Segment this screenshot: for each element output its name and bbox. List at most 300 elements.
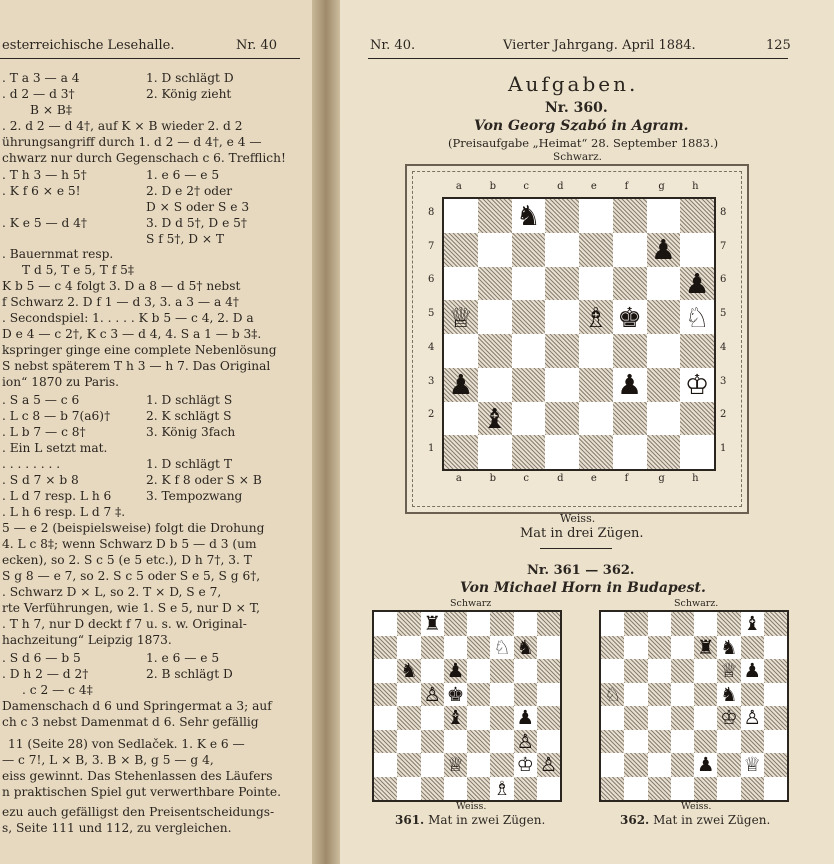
chess-piece: ♕ — [743, 753, 761, 777]
board-square — [647, 267, 681, 301]
board-square — [421, 706, 444, 730]
board-square — [374, 659, 397, 683]
chess-piece: ♟ — [516, 706, 534, 730]
board-square — [579, 233, 613, 267]
board-square — [601, 730, 624, 754]
left-text-line: . 2. d 2 — d 4†, auf K × B wieder 2. d 2 — [2, 119, 243, 133]
board-square — [397, 753, 420, 777]
left-text-line: s, Seite 111 und 112, zu vergleichen. — [2, 821, 232, 835]
board-square — [648, 706, 671, 730]
chess-piece: ♜ — [423, 612, 441, 636]
left-header-rule — [0, 58, 300, 59]
rank-label: 7 — [428, 240, 435, 252]
left-text-line: . S d 6 — b 5 — [2, 651, 81, 665]
board-square — [537, 730, 560, 754]
chess-piece: ♞ — [720, 635, 738, 659]
problem-360-source: (Preisaufgabe „Heimat“ 28. September 1883.) — [448, 136, 719, 150]
left-text-line: . Schwarz D × L, so 2. T × D, S e 7, — [2, 585, 222, 599]
board-square — [545, 368, 579, 402]
board-square — [680, 435, 714, 469]
chess-piece: ♘ — [603, 682, 622, 706]
left-text-line: chwarz nur durch Gegenschach c 6. Trefflich! — [2, 151, 286, 165]
board-square — [613, 233, 647, 267]
board-square — [490, 683, 513, 707]
chess-piece: ♘ — [493, 635, 511, 659]
left-text-line: S g 8 — e 7, so 2. S c 5 oder S e 5, S g 6†, — [2, 569, 261, 583]
board-square — [512, 334, 546, 368]
board-square — [467, 730, 490, 754]
board-square — [579, 368, 613, 402]
left-text-line: . Ein L setzt mat. — [2, 441, 108, 455]
board-square — [490, 612, 513, 636]
left-page-number: Nr. 40 — [236, 38, 277, 53]
board-square — [717, 730, 740, 754]
board-square — [764, 730, 787, 754]
file-label: b — [489, 473, 497, 484]
board-square — [421, 636, 444, 660]
board-square — [478, 267, 512, 301]
left-text-line-move: 2. K schlägt S — [146, 409, 232, 423]
board-square — [512, 267, 546, 301]
left-text-line: 4. L c 8‡; wenn Schwarz D b 5 — d 3 (um — [2, 537, 257, 551]
board-square — [671, 730, 694, 754]
file-label: a — [455, 473, 462, 484]
board-square — [694, 730, 717, 754]
left-text-line: . T h 3 — h 5† — [2, 168, 87, 182]
board-square — [478, 334, 512, 368]
board-square — [624, 777, 647, 801]
problem-362-num: 362. — [620, 813, 650, 827]
problem-360-number: Nr. 360. — [545, 100, 608, 116]
page-number: 125 — [766, 38, 791, 53]
board-square — [579, 267, 613, 301]
left-text-line: kspringer ginge eine complete Nebenlösung — [2, 343, 277, 357]
left-text-line: ion“ 1870 zu Paris. — [2, 375, 119, 389]
chess-piece: ♙ — [743, 706, 761, 730]
left-text-line: . K e 5 — d 4† — [2, 216, 88, 230]
rank-label: 5 — [428, 308, 435, 320]
chess-piece: ♟ — [684, 266, 710, 300]
board-square — [512, 368, 546, 402]
board-square — [514, 659, 537, 683]
board-square — [490, 706, 513, 730]
board-square — [624, 612, 647, 636]
board-square — [764, 706, 787, 730]
rank-label: 1 — [720, 443, 727, 455]
rank-label: 3 — [720, 375, 727, 387]
board-square — [545, 435, 579, 469]
chess-piece: ♟ — [743, 659, 761, 683]
problem-360-stipulation: Mat in drei Zügen. — [520, 526, 644, 541]
board-square — [545, 233, 579, 267]
left-text-line: ezu auch gefälligst den Preisentscheidungs- — [2, 805, 275, 819]
left-text-line: . S a 5 — c 6 — [2, 393, 80, 407]
board-square — [694, 706, 717, 730]
board-square — [421, 730, 444, 754]
chess-piece: ♚ — [617, 300, 643, 334]
left-text-line: . D h 2 — d 2† — [2, 667, 89, 681]
board-square — [467, 683, 490, 707]
chessboard-361 — [372, 610, 562, 802]
board-square — [613, 402, 647, 436]
chess-piece: ♟ — [617, 368, 643, 402]
board-square — [478, 199, 512, 233]
problem-361-black-label: Schwarz — [450, 598, 492, 609]
board-square — [537, 612, 560, 636]
left-text-line: . d 2 — d 3† — [2, 87, 75, 101]
rank-label: 2 — [720, 409, 727, 421]
board-square — [467, 753, 490, 777]
board-square — [478, 233, 512, 267]
problem-361-362-number: Nr. 361 — 362. — [527, 563, 635, 578]
file-label: a — [455, 181, 462, 192]
rank-label: 7 — [720, 240, 727, 252]
left-text-line-move: 2. K f 8 oder S × B — [146, 473, 262, 487]
problem-362-stipulation: Mat in zwei Zügen. — [653, 813, 771, 827]
board-square — [397, 683, 420, 707]
rank-label: 3 — [428, 375, 435, 387]
board-square — [764, 777, 787, 801]
chess-piece: ♟ — [696, 753, 715, 777]
board-square — [444, 777, 467, 801]
left-text-line: K b 5 — c 4 folgt 3. D a 8 — d 5† nebst — [2, 279, 241, 293]
chess-piece: ♕ — [720, 659, 738, 683]
board-square — [647, 402, 681, 436]
board-square — [444, 636, 467, 660]
board-square — [444, 402, 478, 436]
rank-label: 4 — [428, 341, 435, 353]
board-square — [717, 612, 740, 636]
left-text-line-move: 1. D schlägt T — [146, 457, 232, 471]
chess-piece: ♙ — [539, 753, 558, 777]
board-square — [514, 683, 537, 707]
rank-label: 4 — [720, 341, 727, 353]
board-square — [680, 233, 714, 267]
file-label: d — [557, 181, 564, 192]
board-square — [545, 334, 579, 368]
board-square — [421, 659, 444, 683]
left-text-line-move: 2. B schlägt D — [146, 667, 233, 681]
board-square — [601, 777, 624, 801]
board-square — [648, 612, 671, 636]
board-square — [444, 233, 478, 267]
problem-360-black-label: Schwarz. — [553, 151, 602, 163]
rank-label: 8 — [428, 206, 435, 218]
running-header: Vierter Jahrgang. April 1884. — [503, 38, 696, 53]
chess-piece: ♔ — [720, 706, 738, 730]
chess-piece: ♝ — [743, 612, 761, 636]
chess-piece: ♕ — [448, 300, 474, 334]
problem-361-stipulation: Mat in zwei Zügen. — [428, 813, 546, 827]
board-square — [624, 730, 647, 754]
left-text-line-move: D × S oder S e 3 — [146, 200, 250, 214]
board-square — [467, 636, 490, 660]
left-text-line-move: 3. König 3fach — [146, 425, 236, 439]
problem-360-author: Von Georg Szabó in Agram. — [474, 118, 689, 134]
file-label: e — [590, 473, 597, 484]
board-square — [648, 753, 671, 777]
problem-362-caption — [620, 813, 770, 827]
file-label: g — [658, 473, 665, 484]
board-square — [514, 777, 537, 801]
board-square — [764, 659, 787, 683]
chess-piece: ♔ — [684, 368, 710, 402]
chess-piece: ♟ — [448, 368, 474, 402]
board-square — [374, 730, 397, 754]
chess-piece: ♚ — [446, 682, 465, 706]
board-square — [613, 334, 647, 368]
board-square — [374, 683, 397, 707]
left-text-line-move: S f 5†, D × T — [146, 232, 225, 246]
problem-361-caption — [395, 813, 545, 827]
board-square — [764, 612, 787, 636]
board-square — [514, 612, 537, 636]
left-text-line: S nebst späterem T h 3 — h 7. Das Original — [2, 359, 271, 373]
left-text-line: . L b 7 — c 8† — [2, 425, 86, 439]
left-text-line: . T a 3 — a 4 — [2, 71, 80, 85]
board-square — [444, 435, 478, 469]
left-text-line-move: 2. D e 2† oder — [146, 184, 233, 198]
left-text-line: hachzeitung“ Leipzig 1873. — [2, 633, 172, 647]
board-square — [741, 730, 764, 754]
board-square — [467, 777, 490, 801]
board-square — [397, 706, 420, 730]
board-square — [741, 683, 764, 707]
board-square — [613, 267, 647, 301]
board-square — [764, 753, 787, 777]
rank-label: 1 — [428, 443, 435, 455]
chess-piece: ♕ — [446, 753, 465, 777]
chess-piece: ♞ — [400, 659, 418, 683]
right-header-rule — [368, 58, 788, 59]
left-text-line: . c 2 — c 4‡ — [22, 683, 93, 697]
problem-361-white-label: Weiss. — [456, 801, 487, 812]
board-square — [478, 300, 512, 334]
left-text-line: . Bauernmat resp. — [2, 247, 114, 261]
board-square — [545, 267, 579, 301]
board-square — [741, 777, 764, 801]
board-square — [694, 659, 717, 683]
board-square — [613, 199, 647, 233]
left-text-line-move: 1. D schlägt S — [146, 393, 233, 407]
rank-label: 2 — [428, 409, 435, 421]
board-square — [680, 199, 714, 233]
left-text-line: . L c 8 — b 7(a6)† — [2, 409, 111, 423]
board-square — [671, 706, 694, 730]
left-text-line: . L d 7 resp. L h 6 — [2, 489, 112, 503]
file-label: f — [624, 473, 629, 484]
board-square — [671, 659, 694, 683]
chess-piece: ♞ — [515, 199, 541, 233]
left-text-line: . L h 6 resp. L d 7 ‡. — [2, 505, 126, 519]
board-square — [444, 730, 467, 754]
board-square — [490, 659, 513, 683]
problem-362-black-label: Schwarz. — [674, 598, 719, 609]
board-square — [624, 753, 647, 777]
board-square — [647, 300, 681, 334]
board-square — [680, 402, 714, 436]
board-square — [764, 683, 787, 707]
board-square — [671, 683, 694, 707]
board-square — [647, 435, 681, 469]
board-square — [397, 730, 420, 754]
board-square — [764, 636, 787, 660]
board-square — [601, 753, 624, 777]
left-text-line-move: 3. Tempozwang — [146, 489, 243, 503]
board-square — [512, 300, 546, 334]
board-square — [717, 753, 740, 777]
left-text-line: n praktischen Spiel gut verwerthbare Pointe. — [2, 785, 282, 799]
chess-piece: ♗ — [493, 776, 511, 800]
board-square — [624, 636, 647, 660]
file-label: c — [523, 181, 529, 192]
board-square — [579, 334, 613, 368]
file-label: c — [523, 473, 529, 484]
board-square — [624, 706, 647, 730]
board-square — [421, 753, 444, 777]
board-square — [537, 636, 560, 660]
problem-360-white-label: Weiss. — [560, 512, 596, 525]
board-square — [512, 435, 546, 469]
board-square — [512, 233, 546, 267]
board-square — [421, 777, 444, 801]
left-text-line: — c 7!, L × B, 3. B × B, g 5 — g 4, — [2, 753, 214, 767]
file-label: f — [624, 181, 629, 192]
board-square — [397, 636, 420, 660]
chess-piece: ♘ — [684, 300, 710, 334]
board-square — [579, 435, 613, 469]
board-square — [648, 777, 671, 801]
chess-piece: ♝ — [446, 706, 465, 730]
chessboard-362 — [599, 610, 789, 802]
left-text-line: ch c 3 nebst Damenmat d 6. Sehr gefällig — [2, 715, 259, 729]
board-square — [624, 659, 647, 683]
left-text-line-move: 2. König zieht — [146, 87, 232, 101]
board-square — [694, 683, 717, 707]
section-title: Aufgaben. — [508, 72, 639, 96]
board-square — [648, 636, 671, 660]
left-text-line: 5 — e 2 (beispielsweise) folgt die Drohung — [2, 521, 265, 535]
rank-label: 5 — [720, 308, 727, 320]
board-square — [579, 402, 613, 436]
board-square — [671, 753, 694, 777]
board-square — [490, 730, 513, 754]
board-square — [374, 777, 397, 801]
left-text-line-move: 1. e 6 — e 5 — [146, 651, 220, 665]
board-square — [478, 435, 512, 469]
left-text-line-move: 1. e 6 — e 5 — [146, 168, 220, 182]
board-square — [579, 199, 613, 233]
board-square — [397, 777, 420, 801]
chess-piece: ♔ — [516, 753, 534, 777]
board-square — [648, 683, 671, 707]
chess-piece: ♙ — [423, 682, 441, 706]
board-square — [478, 368, 512, 402]
separator-rule — [540, 548, 612, 549]
left-text-line: Damenschach d 6 und Springermat a 3; auf — [2, 699, 272, 713]
board-square — [671, 612, 694, 636]
board-square — [374, 706, 397, 730]
chess-piece: ♙ — [516, 729, 534, 753]
board-square — [374, 612, 397, 636]
chess-piece: ♝ — [482, 401, 508, 435]
board-square — [648, 730, 671, 754]
left-text-line: . T h 7, nur D deckt f 7 u. s. w. Original- — [2, 617, 247, 631]
rank-label: 6 — [428, 274, 435, 286]
left-text-line: . S d 7 × b 8 — [2, 473, 79, 487]
board-square — [512, 402, 546, 436]
left-text-line: ührungsangriff durch 1. d 2 — d 4†, e 4 — — [2, 135, 262, 149]
chess-piece: ♟ — [650, 233, 676, 267]
board-square — [601, 659, 624, 683]
left-text-line: . . . . . . . . — [2, 457, 61, 471]
rank-label: 8 — [720, 206, 727, 218]
chess-piece: ♞ — [720, 682, 738, 706]
board-square — [537, 683, 560, 707]
problem-362-white-label: Weiss. — [681, 801, 712, 812]
left-text-line: . Secondspiel: 1. . . . . K b 5 — c 4, 2. D a — [2, 311, 254, 325]
board-square — [680, 334, 714, 368]
right-page-number-label: Nr. 40. — [370, 38, 416, 53]
chess-piece: ♟ — [446, 659, 465, 683]
board-square — [374, 753, 397, 777]
board-square — [467, 706, 490, 730]
board-square — [490, 753, 513, 777]
left-text-line: T d 5, T e 5, T f 5‡ — [22, 263, 135, 277]
chess-piece: ♗ — [583, 300, 609, 334]
board-square — [444, 612, 467, 636]
board-square — [444, 334, 478, 368]
book-gutter — [312, 0, 340, 864]
board-square — [537, 706, 560, 730]
board-square — [601, 706, 624, 730]
board-square — [647, 368, 681, 402]
left-text-line: eiss gewinnt. Das Stehenlassen des Läufers — [2, 769, 273, 783]
left-text-line-move: 1. D schlägt D — [146, 71, 234, 85]
left-text-line-move: 3. D d 5†, D e 5† — [146, 216, 247, 230]
board-square — [601, 612, 624, 636]
board-square — [444, 267, 478, 301]
file-label: b — [489, 181, 497, 192]
board-square — [545, 199, 579, 233]
board-square — [467, 612, 490, 636]
board-square — [717, 777, 740, 801]
board-square — [624, 683, 647, 707]
left-text-line: rte Verführungen, wie 1. S e 5, nur D × T, — [2, 601, 260, 615]
board-square — [647, 199, 681, 233]
board-square — [671, 777, 694, 801]
file-label: e — [590, 181, 597, 192]
chess-piece: ♜ — [696, 635, 715, 659]
left-running-title: esterreichische Lesehalle. — [2, 38, 175, 53]
board-square — [467, 659, 490, 683]
problem-361-362-author: Von Michael Horn in Budapest. — [460, 580, 706, 596]
board-square — [397, 612, 420, 636]
left-text-line: B × B‡ — [30, 103, 72, 117]
board-square — [374, 636, 397, 660]
board-square — [671, 636, 694, 660]
board-square — [613, 435, 647, 469]
file-label: h — [692, 473, 699, 484]
left-text-line: 11 (Seite 28) von Sedlaček. 1. K e 6 — — [8, 737, 245, 751]
board-square — [601, 636, 624, 660]
board-square — [647, 334, 681, 368]
board-square — [741, 636, 764, 660]
board-square — [537, 659, 560, 683]
board-square — [545, 300, 579, 334]
problem-361-num: 361. — [395, 813, 425, 827]
board-square — [537, 777, 560, 801]
